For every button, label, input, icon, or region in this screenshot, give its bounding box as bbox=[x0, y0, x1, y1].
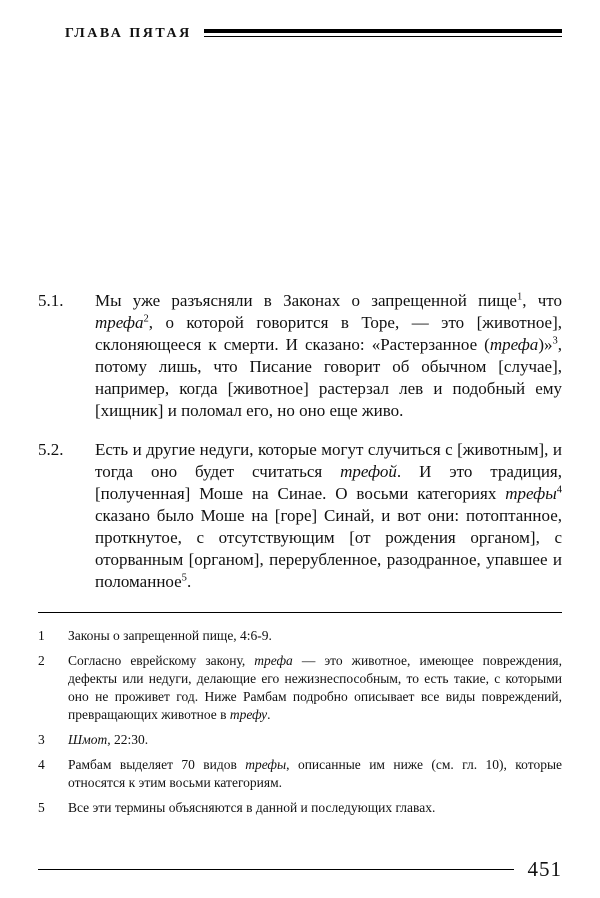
header-rule bbox=[204, 29, 562, 37]
footnote bbox=[38, 731, 562, 749]
paragraph bbox=[38, 290, 562, 422]
text-run: — это животное, имеющее повреждения, дефекты или недуги, делающие его нежизнеспособным, то есть такие, с которыми оно не проживет год. Ниже Рамбам подробно описывает все виды повреждений, превращающих животное в bbox=[68, 653, 562, 722]
page-footer bbox=[38, 859, 562, 880]
chapter-title: ГЛАВА ПЯТАЯ bbox=[65, 26, 192, 41]
text-run: , что bbox=[522, 291, 562, 310]
text-run: )» bbox=[538, 335, 553, 354]
text-run: трефа bbox=[254, 653, 293, 668]
footnote bbox=[38, 652, 562, 724]
text-run: трефой bbox=[340, 462, 397, 481]
footnote-number: 5 bbox=[38, 800, 45, 815]
text-run: . И это традиция, [полученная] Моше на Синае. О восьми категориях bbox=[95, 462, 562, 503]
text-run: Все эти термины объясняются в данной и последующих главах. bbox=[68, 800, 436, 815]
footnote-marker: 5 bbox=[181, 572, 187, 584]
paragraph-text bbox=[95, 290, 562, 422]
footnote-text bbox=[68, 799, 562, 817]
footnotes-section bbox=[38, 612, 562, 824]
footnote-marker: 3 bbox=[552, 335, 558, 347]
footnotes-list bbox=[38, 627, 562, 817]
text-run: , описанные им ниже (см. гл. 10), которые относятся к этим восьми категориям. bbox=[68, 757, 563, 790]
paragraph-number: 5.1. bbox=[38, 291, 64, 310]
text-run: трефы bbox=[505, 484, 557, 503]
text-run: . bbox=[267, 707, 271, 722]
footnote-marker: 2 bbox=[143, 313, 149, 325]
text-run: Рамбам выделяет 70 видов bbox=[68, 757, 246, 772]
text-run: трефа bbox=[95, 313, 144, 332]
chapter-header bbox=[65, 26, 562, 42]
text-run: Мы уже разъясняли в Законах о запрещенной пище bbox=[95, 291, 517, 310]
footnote-marker: 4 bbox=[556, 484, 562, 496]
paragraph-number: 5.2. bbox=[38, 440, 64, 459]
footnote-text bbox=[68, 652, 562, 724]
footer-rule bbox=[38, 869, 514, 870]
text-run: сказано было Моше на [горе] Синай, и вот они: потоптанное, проткнутое, с отсутствующим [от рождения органом], с оторванным [органом], перерубленное, разодранное, упавшее и поломанное bbox=[95, 506, 562, 591]
footnote-text bbox=[68, 731, 562, 749]
text-run: трефы bbox=[245, 757, 287, 772]
page-number: 451 bbox=[527, 857, 562, 881]
text-run: Шмот bbox=[68, 732, 108, 747]
footnote-number: 4 bbox=[38, 757, 45, 772]
text-run: , о которой говорится в Торе, — это [животное], склоняющееся к смерти. И сказано: «Растерзанное ( bbox=[95, 313, 562, 354]
footnote-text bbox=[68, 627, 562, 645]
footnote bbox=[38, 627, 562, 645]
text-run: , 22:30. bbox=[107, 732, 149, 747]
footnote bbox=[38, 799, 562, 817]
text-run: . bbox=[186, 572, 192, 591]
footnote-text bbox=[68, 756, 562, 792]
paragraph-text bbox=[95, 439, 562, 593]
footnote-number: 3 bbox=[38, 732, 45, 747]
main-text bbox=[38, 290, 562, 610]
footnote-marker: 1 bbox=[516, 291, 523, 303]
footnote-separator bbox=[38, 612, 562, 613]
text-run: Есть и другие недуги, которые могут случиться с [животным], и тогда оно будет считаться bbox=[95, 440, 562, 481]
paragraph bbox=[38, 439, 562, 593]
text-run: Согласно еврейскому закону, bbox=[68, 653, 255, 668]
footnote-number: 1 bbox=[38, 628, 45, 643]
text-run: трефа bbox=[489, 335, 539, 354]
text-run: , потому лишь, что Писание говорит об обычном [случае], например, когда [животное] растерзал лев и подобный ему [хищник] и поломал его, но оно еще живо. bbox=[95, 335, 562, 420]
text-run: трефу bbox=[229, 707, 268, 722]
footnote bbox=[38, 756, 562, 792]
footnote-number: 2 bbox=[38, 653, 45, 668]
text-run: Законы о запрещенной пище, 4:6-9. bbox=[68, 628, 272, 643]
